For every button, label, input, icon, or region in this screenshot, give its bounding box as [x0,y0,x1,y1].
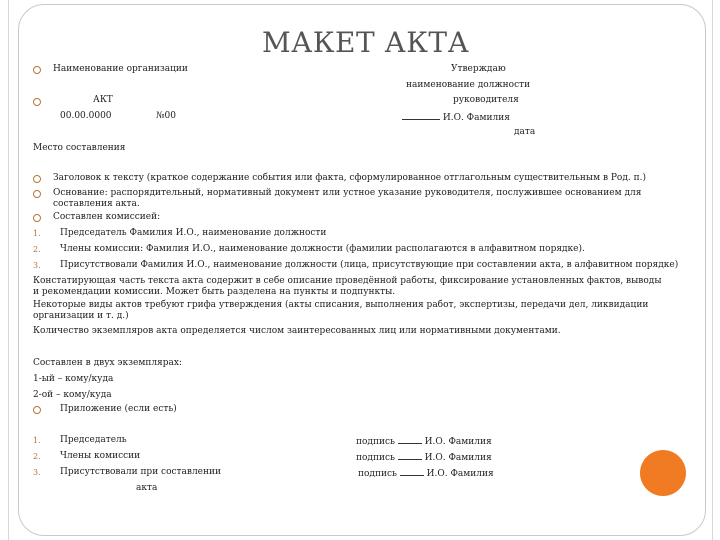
signer-sign: подпись И.О. Фамилия [356,453,492,463]
signer-sign: подпись И.О. Фамилия [358,469,494,479]
number-marker: 1. [33,229,41,238]
bullet-text: Составлен комиссией: [53,212,161,222]
copy-2: 2-ой – кому/куда [33,390,112,400]
approve-line5: дата [514,127,536,137]
signer-role: Председатель [60,435,127,445]
signer-role: Присутствовали при составлении [60,467,222,477]
signer-sign: подпись И.О. Фамилия [356,437,492,447]
copy-1: 1-ый – кому/куда [33,374,114,384]
signature-blank [398,435,422,444]
right-rail [712,0,713,540]
numbered-item: Члены комиссии: Фамилия И.О., наименование должности (фамилии располагаются в алфавитном порядке). [60,244,585,254]
act-date: 00.00.0000 [60,111,112,121]
number-marker: 2. [33,452,41,461]
bullet-icon [33,190,41,198]
left-rail [8,0,9,540]
signer-role: Члены комиссии [60,451,141,461]
bullet-text: Основание: распорядительный, нормативный документ или устное указание руководителя, послужившее основанием для составления акта. [53,188,642,209]
approve-line3: руководителя [453,95,519,105]
place: Место составления [33,143,126,153]
signature-blank [402,111,440,120]
paragraph-statement: Констатирующая часть текста акта содержит в себе описание проведённой работы, фиксирование установленных фактов, выводы и рекомендации комиссии. Может быть разделена на пункты и подпункты. [33,276,662,297]
act-number: №00 [156,111,176,121]
approve-line4: И.О. Фамилия [402,111,510,124]
page-title: МАКЕТ АКТА [262,26,470,59]
number-marker: 3. [33,468,41,477]
org-name: Наименование организации [53,64,188,74]
number-marker: 2. [33,245,41,254]
number-marker: 3. [33,261,41,270]
bullet-icon [33,175,41,183]
signer-role-cont: акта [136,483,158,493]
bullet-text: Заголовок к тексту (краткое содержание события или факта, сформулированное отглагольным существительным в Род. п.) [53,173,646,183]
signature-blank [398,451,422,460]
signature-blank [400,467,424,476]
numbered-item: Председатель Фамилия И.О., наименование должности [60,228,327,238]
approve-line1: Утверждаю [451,64,506,74]
bullet-icon [33,406,41,414]
number-marker: 1. [33,436,41,445]
paragraph-approval: Некоторые виды актов требуют грифа утверждения (акты списания, выполнения работ, экспертизы, передачи дел, ликвидации организации и т. д.) [33,300,649,321]
approve-line2: наименование должности [406,80,531,90]
numbered-item: Присутствовали Фамилия И.О., наименование должности (лица, присутствующие при составлении акта, в алфавитном порядке) [60,260,679,270]
orange-circle-icon [640,450,686,496]
attachment: Приложение (если есть) [60,404,177,414]
act-label: АКТ [93,95,113,105]
bullet-icon [33,98,41,106]
bullet-icon [33,214,41,222]
bullet-icon [33,66,41,74]
paragraph-copies: Количество экземпляров акта определяется числом заинтересованных лиц или нормативными документами. [33,326,561,336]
copies-title: Составлен в двух экземплярах: [33,358,182,368]
